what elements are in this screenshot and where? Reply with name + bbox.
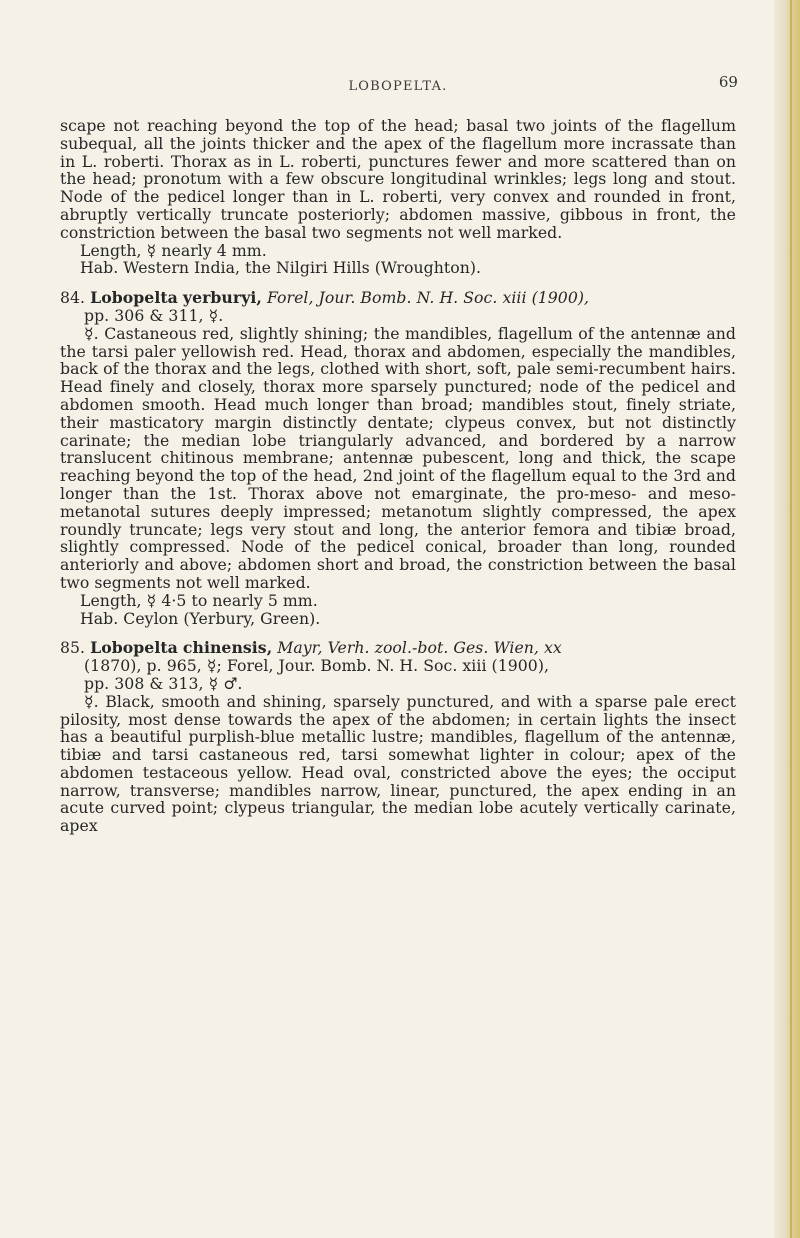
species-85-name: chinensis, — [182, 638, 273, 658]
species-84-reference-line1: Forel, Jour. Bomb. N. H. Soc. xiii (1900), — [266, 288, 590, 308]
species-85-reference-line1: Mayr, Verh. zool.-bot. Ges. Wien, xx — [277, 638, 562, 658]
species-85-heading — [60, 639, 736, 657]
continuation-length: Length, ☿ nearly 4 mm. — [80, 240, 267, 260]
page-number: 69 — [718, 73, 738, 91]
species-84-heading — [60, 289, 736, 307]
species-84-reference-line2: pp. 306 & 311, ☿. — [84, 305, 224, 325]
species-84-description: ☿. Castaneous red, slightly shining; the mandibles, flagellum of the antennæ and the tarsi paler yellowish red. Head, thorax and abdomen, especially the mandibles, back of the thorax and the legs, clothed with short, soft, pale semi-recumbent hairs. Head finely and closely, thorax more sparsely punctured; node of the pedicel and abdomen smooth. Head much longer than broad; mandibles stout, finely striate, their masticatory margin distinctly dentate; clypeus convex, but not distinctly carinate; the median lobe triangularly advanced, and bordered by a narrow translucent chitinous membrane; antennæ pubescent, long and thick, the scape reaching beyond the top of the head, 2nd joint of the flagellum equal to the 3rd and longer than the 1st. Thorax above not emarginate, the pro-meso- and meso-metanotal sutures deeply impressed; metanotum slightly compressed, the apex roundly truncate; legs very stout and long, the anterior femora and tibiæ broad, slightly compressed. Node of the pedicel conical, broader than long, rounded anteriorly and above; abdomen short and broad, the constriction between the basal two segments not well marked. — [60, 323, 736, 592]
species-85-genus: Lobopelta — [90, 638, 178, 658]
species-85-section — [60, 639, 736, 835]
species-84-name: yerburyi, — [182, 288, 262, 308]
continuation-habitat: Hab. Western India, the Nilgiri Hills (Wroughton). — [80, 258, 482, 278]
running-head: LOBOPELTA. — [348, 79, 448, 94]
continuation-description: scape not reaching beyond the top of the head; basal two joints of the flagellum subequal, all the joints thicker and the apex of the flagellum more incrassate than in L. roberti. Thorax as in L. roberti, punctures fewer and more scattered than on the head; pronotum with a few obscure longitudinal wrinkles; legs long and stout. Node of the pedicel longer than in L. roberti, very convex and rounded in front, abruptly vertically truncate posteriorly; abdomen massive, gibbous in front, the constriction between the basal two segments not well marked. — [60, 116, 736, 242]
page-edge-shadow — [774, 0, 800, 1238]
species-84-length: Length, ☿ 4·5 to nearly 5 mm. — [80, 590, 318, 610]
species-84-number: 84. — [60, 288, 86, 308]
species-85-number: 85. — [60, 638, 86, 658]
species-84-genus: Lobopelta — [90, 288, 178, 308]
page-header — [60, 72, 736, 100]
page-content — [60, 72, 736, 835]
species-84-section — [60, 289, 736, 627]
species-85-description: ☿. Black, smooth and shining, sparsely punctured, and with a sparse pale erect pilosity, most dense towards the apex of the abdomen; in certain lights the insect has a beautiful purplish-blue metallic lustre; mandibles, flagellum of the antennæ, tibiæ and tarsi castaneous red, tarsi somewhat lighter in colour; apex of the abdomen testaceous yellow. Head oval, constricted above the eyes; the occiput narrow, transverse; mandibles narrow, linear, punctured, the apex ending in an acute curved point; clypeus triangular, the median lobe acutely vertically carinate, apex — [60, 691, 736, 836]
species-85-reference-line2: (1870), p. 965, ☿; Forel, Jour. Bomb. N. H. Soc. xiii (1900), — [84, 656, 550, 676]
page-edge-line — [790, 0, 792, 1238]
species-84-habitat: Hab. Ceylon (Yerbury, Green). — [80, 608, 321, 628]
species-85-reference-line3: pp. 308 & 313, ☿ ♂. — [84, 673, 243, 693]
